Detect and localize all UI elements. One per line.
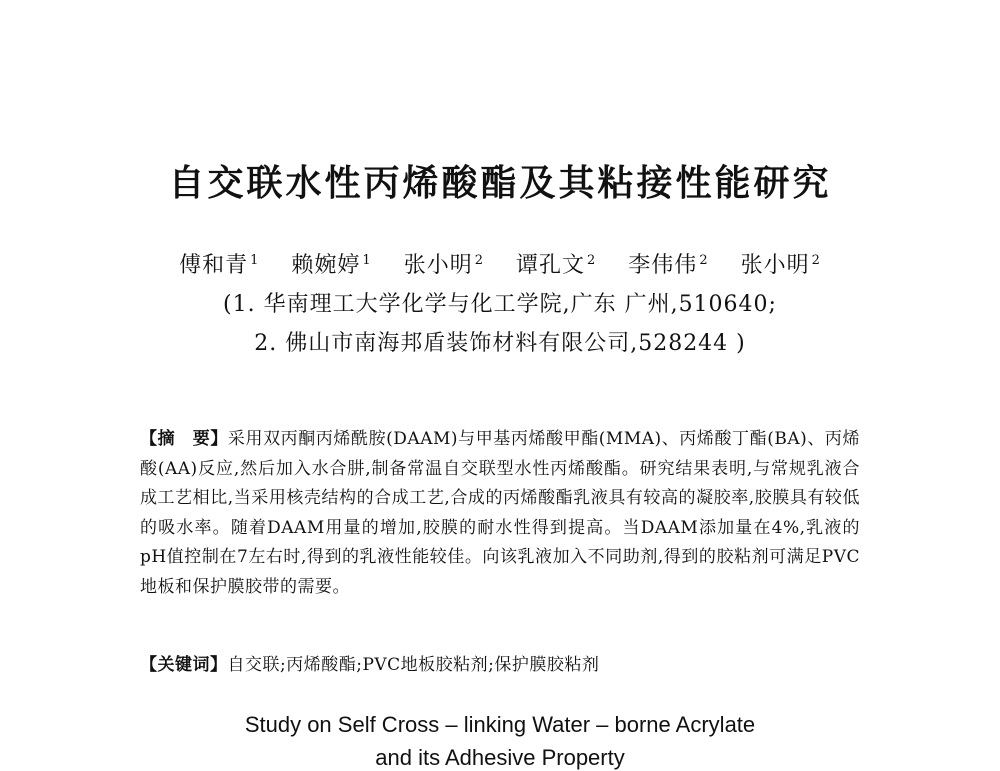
author-affiliation-mark: 1 bbox=[250, 252, 260, 268]
keywords bbox=[140, 650, 860, 675]
author-name: 张小明 bbox=[403, 253, 473, 278]
author bbox=[179, 253, 259, 278]
author-name: 李伟伟 bbox=[628, 253, 698, 278]
author bbox=[741, 253, 821, 278]
author bbox=[516, 253, 596, 278]
abstract bbox=[140, 425, 860, 602]
author-name: 傅和青 bbox=[179, 253, 249, 278]
author bbox=[404, 253, 484, 278]
abstract-label: 【摘 要】 bbox=[140, 429, 228, 449]
author bbox=[291, 253, 371, 278]
author-affiliation-mark: 2 bbox=[811, 252, 821, 268]
author-name: 谭孔文 bbox=[516, 253, 586, 278]
author-affiliation-mark: 2 bbox=[587, 252, 597, 268]
affiliation-line-1: (1. 华南理工大学化学与化工学院,广东 广州,510640; bbox=[223, 292, 777, 317]
author-name: 赖婉婷 bbox=[291, 253, 361, 278]
author-name: 张小明 bbox=[740, 253, 810, 278]
keywords-text: 自交联;丙烯酸酯;PVC地板胶粘剂;保护膜胶粘剂 bbox=[227, 655, 600, 675]
english-title-line-1: Study on Self Cross – linking Water – borne Acrylate bbox=[244, 712, 756, 737]
author-list bbox=[0, 248, 1000, 279]
paper-title: 自交联水性丙烯酸酯及其粘接性能研究 bbox=[168, 163, 832, 204]
author-affiliation-mark: 2 bbox=[699, 252, 709, 268]
keywords-label: 【关键词】 bbox=[140, 655, 228, 675]
author-affiliation-mark: 2 bbox=[474, 252, 484, 268]
author bbox=[628, 253, 708, 278]
english-title-line-2: and its Adhesive Property bbox=[375, 745, 625, 770]
author-affiliation-mark: 1 bbox=[362, 252, 372, 268]
abstract-text: 采用双丙酮丙烯酰胺(DAAM)与甲基丙烯酸甲酯(MMA)、丙烯酸丁酯(BA)、丙烯酸(AA)反应,然后加入水合肼,制备常温自交联型水性丙烯酸酯。研究结果表明,与常规乳液合成工艺相比,当采用核壳结构的合成工艺,合成的丙烯酸酯乳液具有较高的凝胶率,胶膜具有较低的吸水率。随着DAAM用量的增加,胶膜的耐水性得到提高。当DAAM添加量在4%,乳液的pH值控制在7左右时,得到的乳液性能较佳。向该乳液加入不同助剂,得到的胶粘剂可满足PVC地板和保护膜胶带的需要。 bbox=[140, 429, 860, 597]
affiliation-line-2: 2. 佛山市南海邦盾装饰材料有限公司,528244 ) bbox=[254, 331, 746, 356]
